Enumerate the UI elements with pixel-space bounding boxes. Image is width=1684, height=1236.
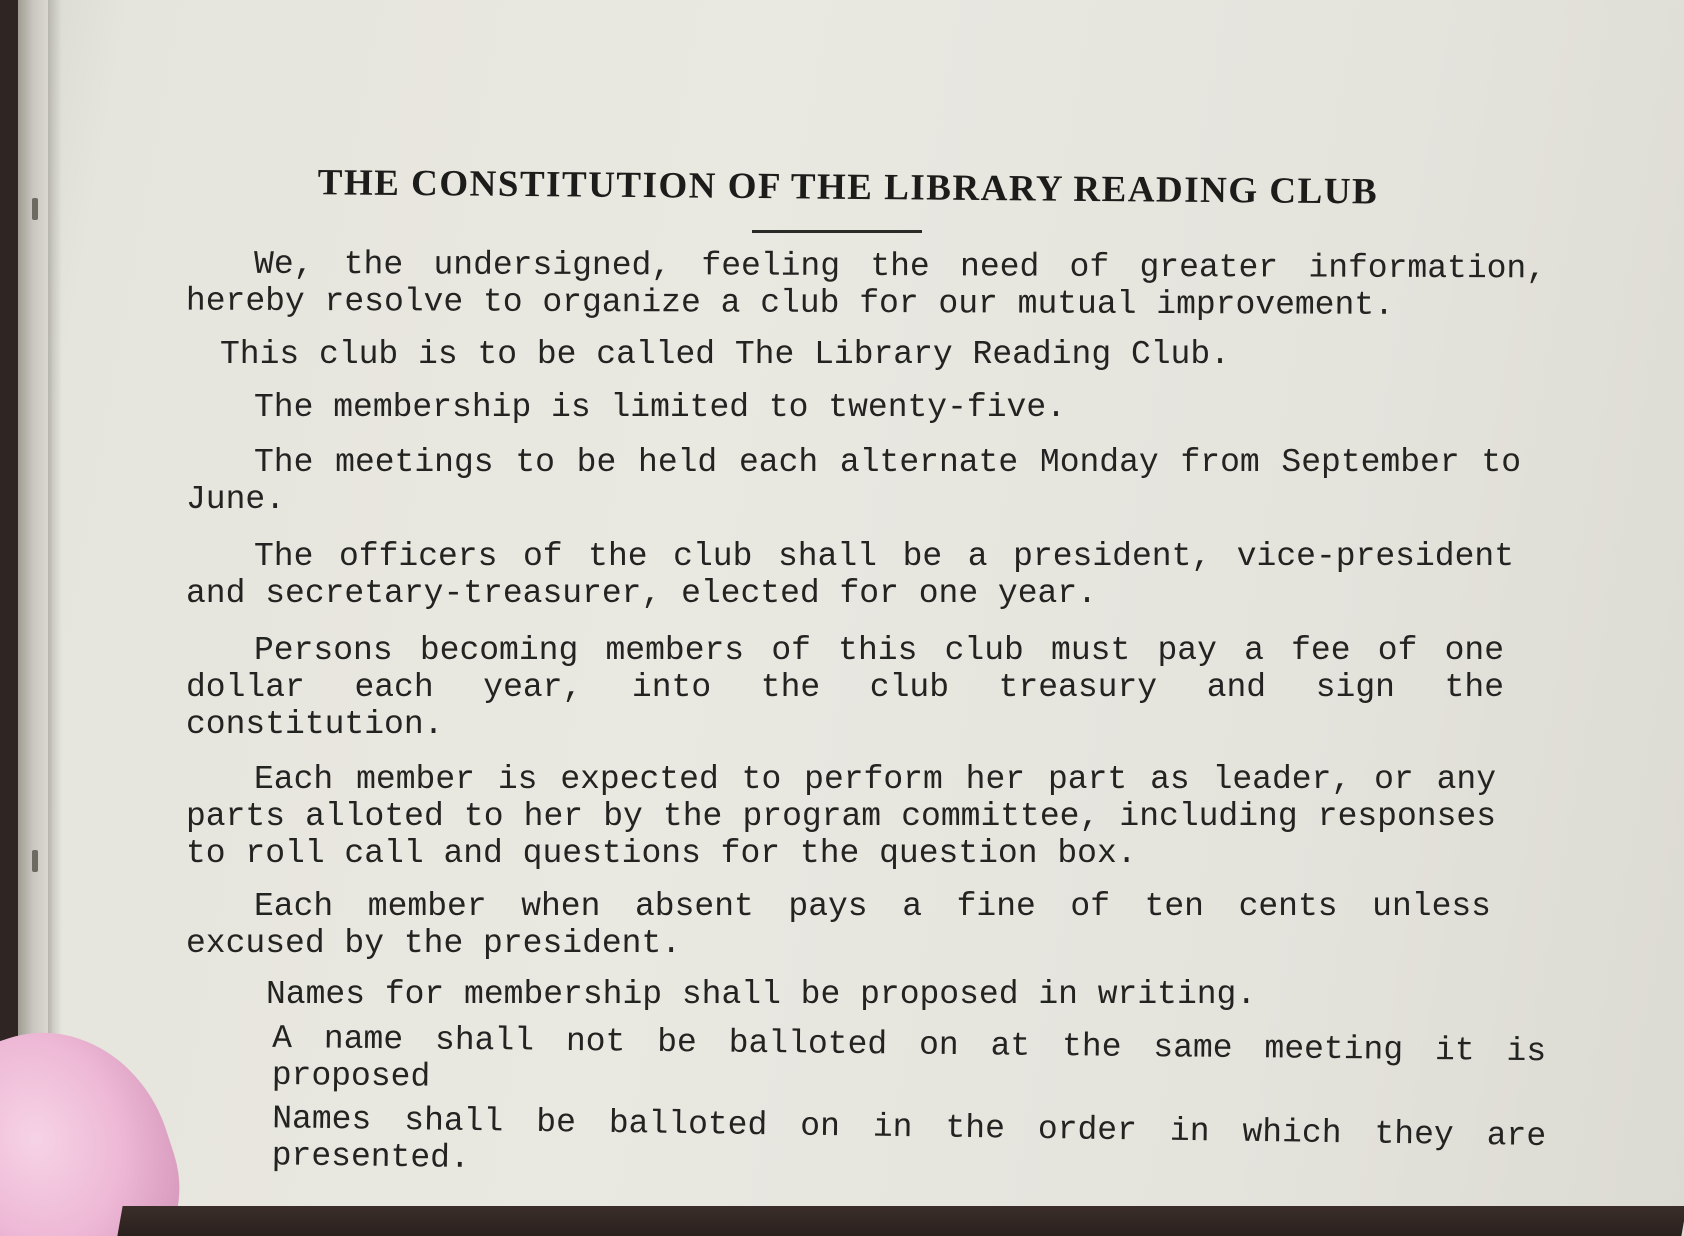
staple xyxy=(32,198,38,220)
table-edge xyxy=(117,1206,1684,1236)
paragraph-ballot-order: Names shall be balloted on in the order in which they are presented. xyxy=(271,1100,1547,1177)
paragraph-fee: Persons becoming members of this club must pay a fee of one dollar each year, into the club treasury and sign the constitution. xyxy=(186,632,1504,743)
paragraph-balloting: A name shall not be balloted on at the same meeting it is proposed xyxy=(271,1019,1547,1096)
paragraph-fine: Each member when absent pays a fine of ten cents unless excused by the president. xyxy=(186,888,1491,962)
paragraph-meetings: The meetings to be held each alternate Monday from September to June. xyxy=(186,444,1521,518)
paragraph-name: This club is to be called The Library Reading Club. xyxy=(220,336,1230,373)
paragraph-membership-limit: The membership is limited to twenty-five. xyxy=(254,389,1066,426)
paragraph-duties: Each member is expected to perform her part as leader, or any parts alloted to her by the program committee, including responses to roll call and questions for the question box. xyxy=(186,761,1496,872)
paragraph-officers: The officers of the club shall be a president, vice-president and secretary-treasurer, elected for one year. xyxy=(186,538,1514,612)
document-title: THE CONSTITUTION OF THE LIBRARY READING CLUB xyxy=(317,162,1379,213)
title-rule xyxy=(752,230,922,233)
paragraph-proposals: Names for membership shall be proposed in writing. xyxy=(266,976,1257,1013)
paragraph-purpose: We, the undersigned, feeling the need of greater information, hereby resolve to organize a club for our mutual improvement. xyxy=(185,245,1547,324)
booklet-page xyxy=(18,0,1684,1236)
constitution-body xyxy=(185,245,1547,1185)
staple xyxy=(32,850,38,872)
